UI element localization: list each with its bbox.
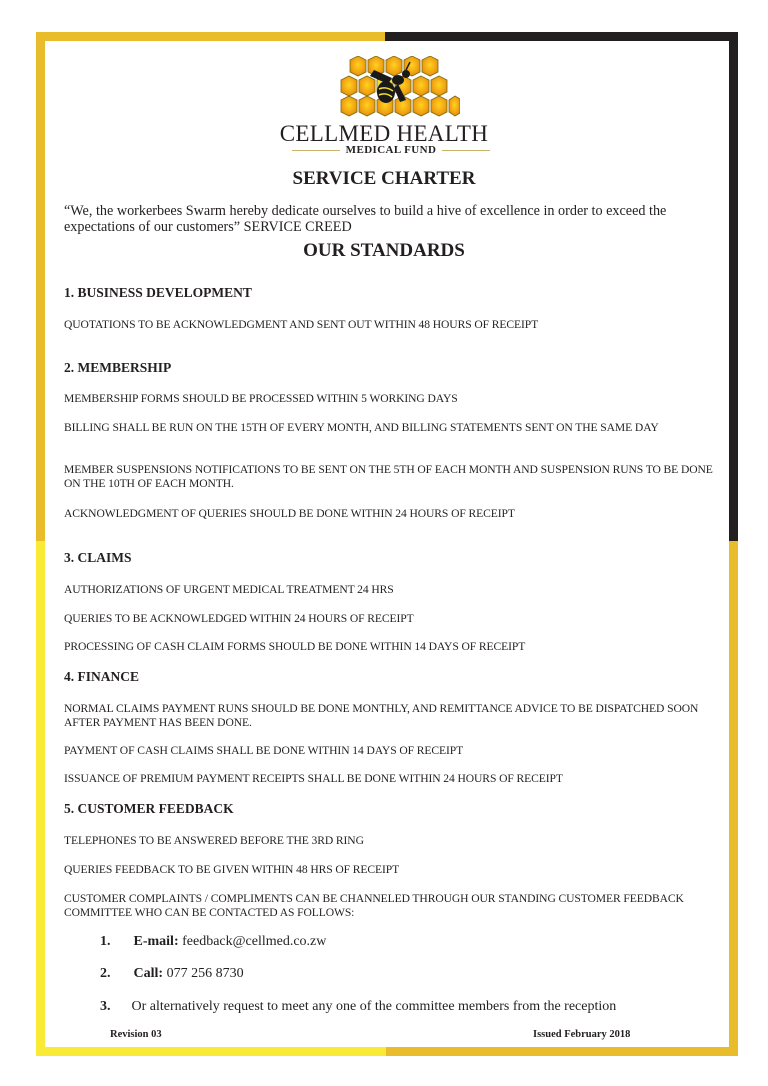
frame-right-top	[729, 32, 738, 541]
frame-top-left	[36, 32, 385, 41]
email-link[interactable]: feedback@cellmed.co.zw	[182, 934, 327, 949]
revision-label: Revision 03	[110, 1029, 162, 1040]
section-heading-business-development: 1. BUSINESS DEVELOPMENT	[64, 285, 252, 300]
frame-left-top	[36, 32, 45, 541]
list-number: 1.	[100, 934, 111, 949]
contact-reception	[100, 999, 616, 1015]
contact-label: Call:	[133, 966, 164, 981]
standard-item: AUTHORIZATIONS OF URGENT MEDICAL TREATMENT 24 HRS	[64, 583, 394, 596]
contact-label: E-mail:	[133, 934, 179, 949]
standard-item: QUOTATIONS TO BE ACKNOWLEDGMENT AND SENT OUT WITHIN 48 HOURS OF RECEIPT	[64, 318, 539, 331]
section-heading-customer-feedback: 5. CUSTOMER FEEDBACK	[64, 801, 234, 816]
service-creed: “We, the workerbees Swarm hereby dedicate ourselves to build a hive of excellence in order to exceed the expectations of our customers” SERVICE CREED	[64, 203, 667, 235]
divider	[292, 150, 340, 151]
standard-item: ISSUANCE OF PREMIUM PAYMENT RECEIPTS SHALL BE DONE WITHIN 24 HOURS OF RECEIPT	[64, 772, 563, 785]
section-heading-finance: 4. FINANCE	[64, 669, 140, 684]
standard-item: QUERIES TO BE ACKNOWLEDGED WITHIN 24 HOURS OF RECEIPT	[64, 612, 414, 625]
phone-number: 077 256 8730	[166, 966, 244, 981]
issued-date: Issued February 2018	[533, 1029, 631, 1040]
honeycomb-bee-logo-icon	[336, 56, 460, 118]
section-heading-claims: 3. CLAIMS	[64, 550, 132, 565]
brand-sub-text: MEDICAL FUND	[345, 144, 437, 156]
contact-text: Or alternatively request to meet any one of the committee members from the reception	[131, 999, 617, 1014]
standard-item: TELEPHONES TO BE ANSWERED BEFORE THE 3RD RING	[64, 834, 364, 847]
standard-item: PROCESSING OF CASH CLAIM FORMS SHOULD BE DONE WITHIN 14 DAYS OF RECEIPT	[64, 640, 526, 653]
list-number: 2.	[100, 966, 111, 981]
contact-email	[100, 934, 326, 950]
section-heading-membership: 2. MEMBERSHIP	[64, 360, 172, 375]
frame-top-right	[385, 32, 738, 41]
standard-item: BILLING SHALL BE RUN ON THE 15TH OF EVERY MONTH, AND BILLING STATEMENTS SENT ON THE SAME DAY	[64, 421, 659, 434]
brand-subtitle	[292, 143, 490, 157]
frame-bottom-left	[36, 1047, 386, 1056]
standard-item: ACKNOWLEDGMENT OF QUERIES SHOULD BE DONE WITHIN 24 HOURS OF RECEIPT	[64, 507, 515, 520]
standard-item: CUSTOMER COMPLAINTS / COMPLIMENTS CAN BE CHANNELED THROUGH OUR STANDING CUSTOMER FEEDBACK COMMITTEE WHO CAN BE CONTACTED AS FOLLOWS:	[64, 892, 684, 919]
page-title: SERVICE CHARTER	[292, 168, 476, 189]
standard-item: MEMBER SUSPENSIONS NOTIFICATIONS TO BE SENT ON THE 5TH OF EACH MONTH AND SUSPENSION RUNS TO BE DONE ON THE 10TH OF EACH MONTH.	[64, 463, 713, 490]
frame-bottom-right	[386, 1047, 738, 1056]
divider	[442, 150, 490, 151]
standard-item: PAYMENT OF CASH CLAIMS SHALL BE DONE WITHIN 14 DAYS OF RECEIPT	[64, 744, 464, 757]
frame-right-bottom	[729, 541, 738, 1056]
frame-left-bottom	[36, 541, 45, 1056]
standard-item: NORMAL CLAIMS PAYMENT RUNS SHOULD BE DONE MONTHLY, AND REMITTANCE ADVICE TO BE DISPATCHED SOON AFTER PAYMENT HAS BEEN DONE.	[64, 702, 699, 729]
list-number: 3.	[100, 999, 111, 1014]
standard-item: QUERIES FEEDBACK TO BE GIVEN WITHIN 48 HRS OF RECEIPT	[64, 863, 400, 876]
standard-item: MEMBERSHIP FORMS SHOULD BE PROCESSED WITHIN 5 WORKING DAYS	[64, 392, 458, 405]
standards-title: OUR STANDARDS	[303, 240, 465, 261]
contact-phone	[100, 966, 244, 982]
brand-name: CELLMED HEALTH	[279, 121, 489, 146]
